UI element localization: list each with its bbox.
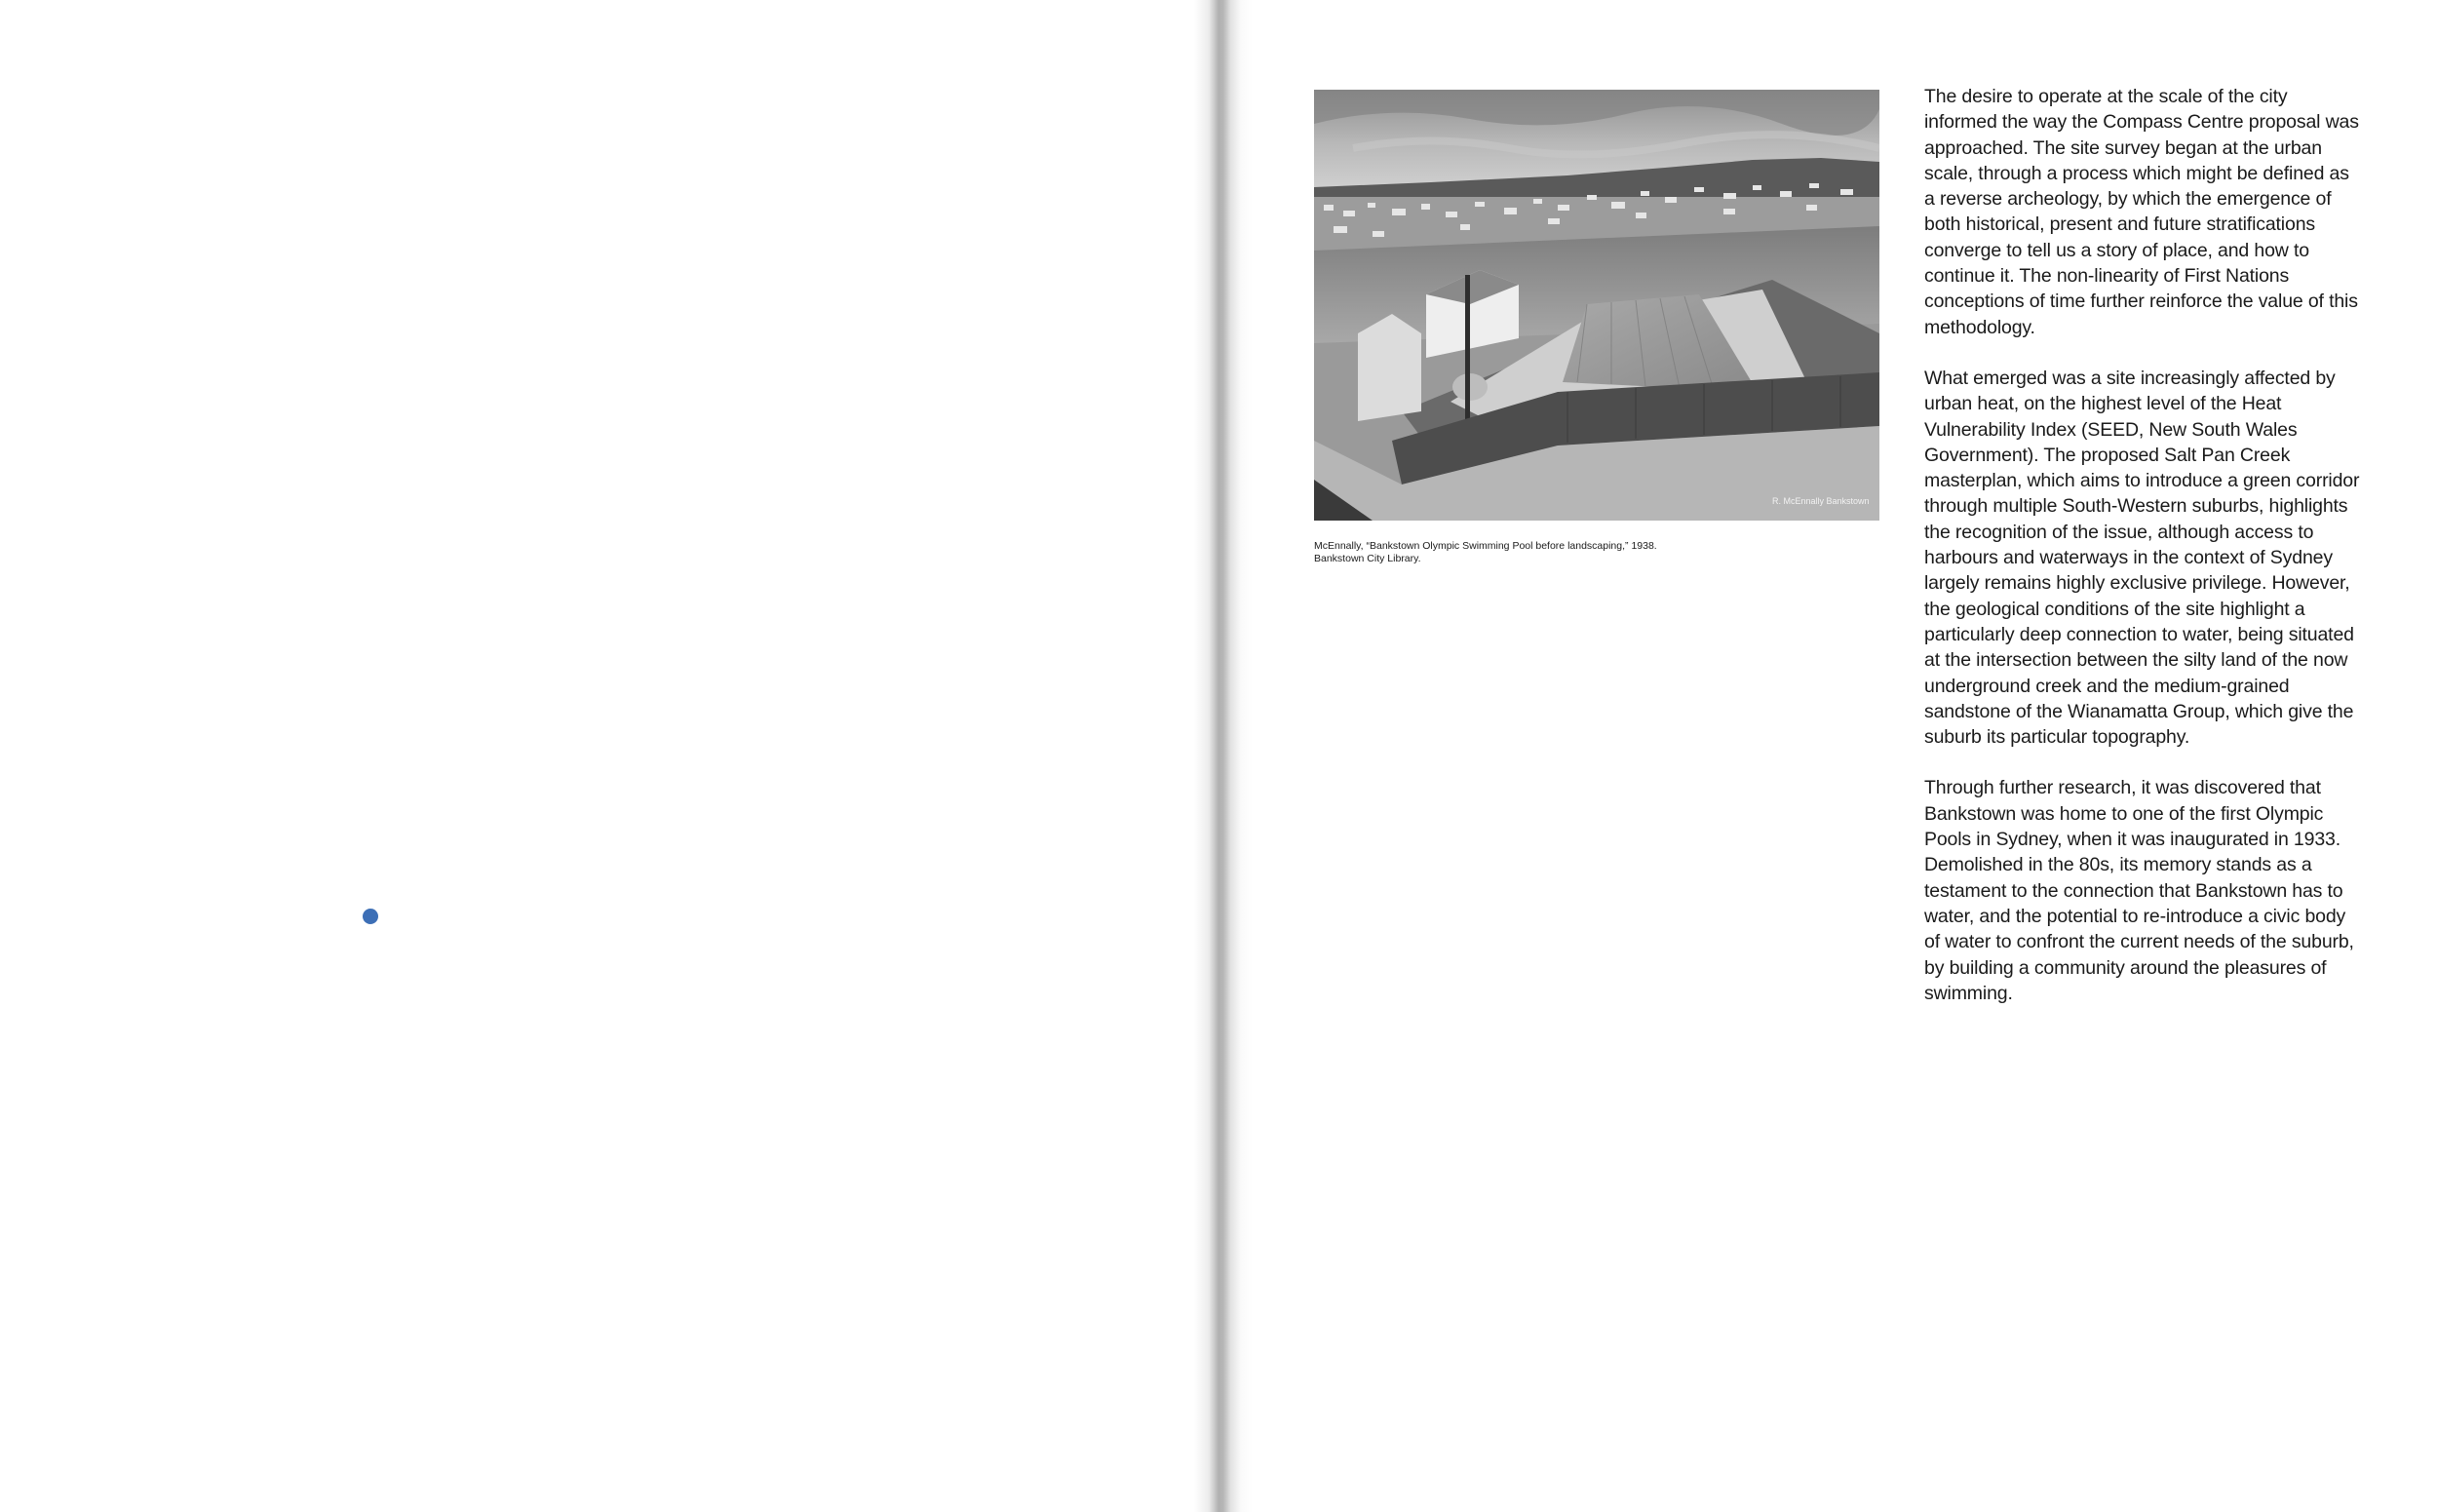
left-page [0, 0, 1218, 1512]
pool-photo-illustration [1314, 90, 1879, 521]
pool-photograph [1314, 90, 1879, 521]
photo-signature: R. McEnnally Bankstown [1772, 496, 1870, 506]
caption-line-2: Bankstown City Library. [1314, 553, 1421, 564]
marker-dot[interactable] [363, 909, 378, 924]
paragraph-1: The desire to operate at the scale of the city informed the way the Compass Centre proposal was approached. The site survey began at the urban scale, through a process which might be defined as a reverse archeology, by which the emergence of both historical, present and future stratifications converge to tell us a story of place, and how to continue it. The non-linearity of First Nations conceptions of time further reinforce the value of this methodology. [1924, 86, 2359, 338]
figure-caption [1314, 540, 1879, 565]
paragraph-2: What emerged was a site increasingly affected by urban heat, on the highest level of the Heat Vulnerability Index (SEED, New South Wales Government). The proposed Salt Pan Creek masterplan, which aims to introduce a green corridor through multiple South-Western suburbs, highlights the recognition of the issue, although access to harbours and waterways in the context of Sydney largely remains highly exclusive privilege. However, the geological conditions of the site highlight a particularly deep connection to water, being situated at the intersection between the silty land of the now underground creek and the medium-grained sandstone of the Wianamatta Group, which give the suburb its particular topography. [1924, 367, 2360, 749]
caption-line-1: McEnnally, “Bankstown Olympic Swimming Pool before landscaping,” 1938. [1314, 540, 1657, 552]
paragraph-3: Through further research, it was discovered that Bankstown was home to one of the first Olympic Pools in Sydney, when it was inaugurated in 1933. Demolished in the 80s, its memory stands as a testament to the connection that Bankstown has to water, and the potential to re-introduce a civic body of water to confront the current needs of the suburb, by building a community around the pleasures of swimming. [1924, 777, 2354, 1004]
page-gutter [1194, 0, 1253, 1512]
body-text [1924, 84, 2363, 1031]
